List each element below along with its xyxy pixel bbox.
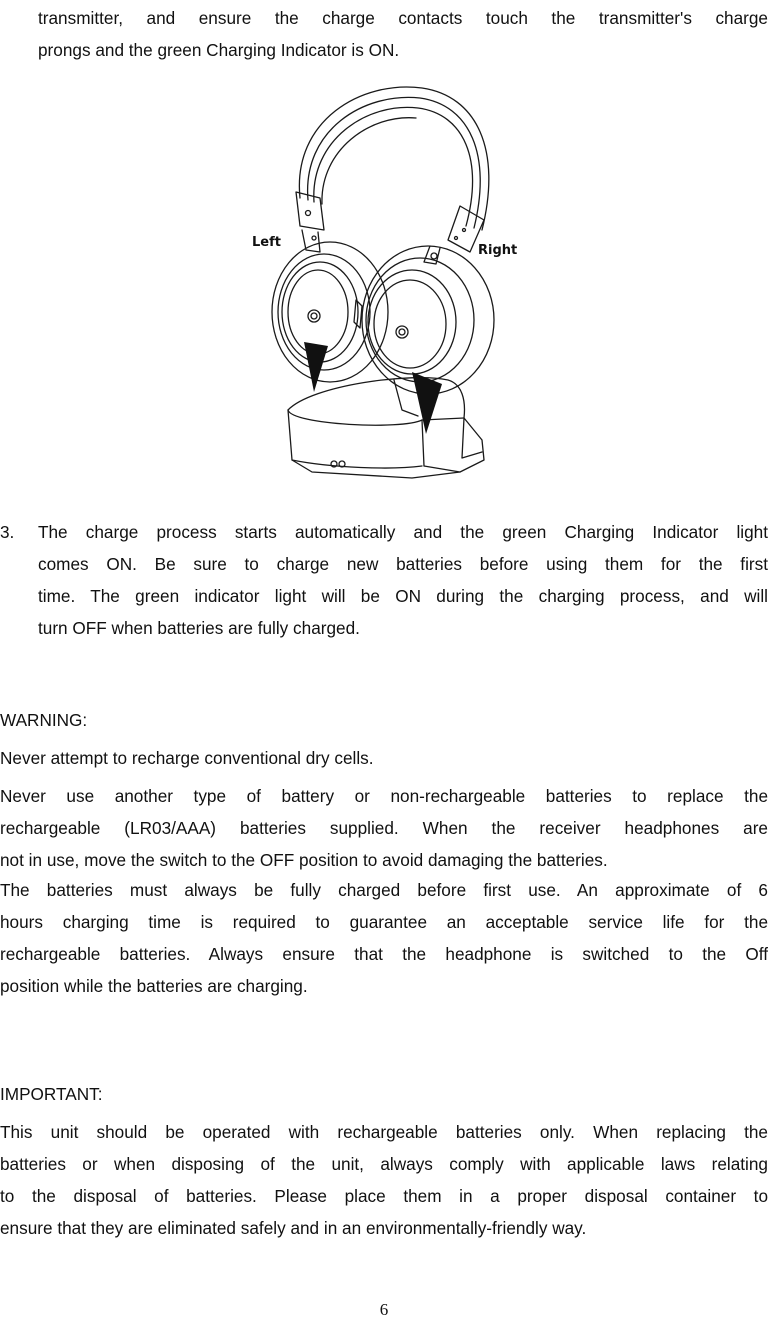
step-3-line-2: comes ON. Be sure to charge new batteries before using them for the first xyxy=(38,554,768,574)
warning-p3-line-2: hours charging time is required to guarantee an acceptable service life for the xyxy=(0,912,768,932)
step-3-number: 3. xyxy=(0,522,15,542)
figure-label-left: Left xyxy=(252,235,281,250)
step-3-text xyxy=(38,516,768,644)
warning-p3-line-4: position while the batteries are charging. xyxy=(0,976,308,996)
warning-p2-line-2: rechargeable (LR03/AAA) batteries supplied. When the receiver headphones are xyxy=(0,818,768,838)
warning-heading: WARNING: xyxy=(0,710,88,730)
important-line-3: to the disposal of batteries. Please place them in a proper disposal container to xyxy=(0,1186,768,1206)
warning-p2-line-3: not in use, move the switch to the OFF position to avoid damaging the batteries. xyxy=(0,850,608,870)
important-line-4: ensure that they are eliminated safely and in an environmentally-friendly way. xyxy=(0,1218,587,1238)
headphones-on-charging-base-icon xyxy=(252,80,518,500)
figure-label-right: Right xyxy=(478,243,518,258)
warning-p3-line-3: rechargeable batteries. Always ensure that the headphone is switched to the Off xyxy=(0,944,768,964)
important-paragraph xyxy=(0,1116,768,1244)
warning-p3-line-1: The batteries must always be fully charged before first use. An approximate of 6 xyxy=(0,880,768,900)
page-number: 6 xyxy=(379,1300,389,1319)
warning-p2-line-1: Never use another type of battery or non-rechargeable batteries to replace the xyxy=(0,786,768,806)
step-3-line-1: The charge process starts automatically and the green Charging Indicator light xyxy=(38,522,768,542)
down-arrow-right-icon xyxy=(412,372,442,434)
intro-paragraph xyxy=(38,2,768,66)
important-line-2: batteries or when disposing of the unit, always comply with applicable laws relating xyxy=(0,1154,768,1174)
warning-paragraph-1 xyxy=(0,742,768,774)
important-line-1: This unit should be operated with rechargeable batteries only. When replacing the xyxy=(0,1122,768,1142)
intro-line-1: transmitter, and ensure the charge contacts touch the transmitter's charge xyxy=(38,8,768,28)
warning-paragraph-3 xyxy=(0,874,768,1002)
step-3-line-4: turn OFF when batteries are fully charged. xyxy=(38,618,360,638)
warning-p1-line-1: Never attempt to recharge conventional dry cells. xyxy=(0,748,374,768)
warning-paragraph-2 xyxy=(0,780,768,876)
important-heading: IMPORTANT: xyxy=(0,1084,103,1104)
intro-line-2: prongs and the green Charging Indicator is ON. xyxy=(38,40,400,60)
step-3-line-3: time. The green indicator light will be ON during the charging process, and will xyxy=(38,586,768,606)
headphones-charging-figure xyxy=(252,80,518,500)
